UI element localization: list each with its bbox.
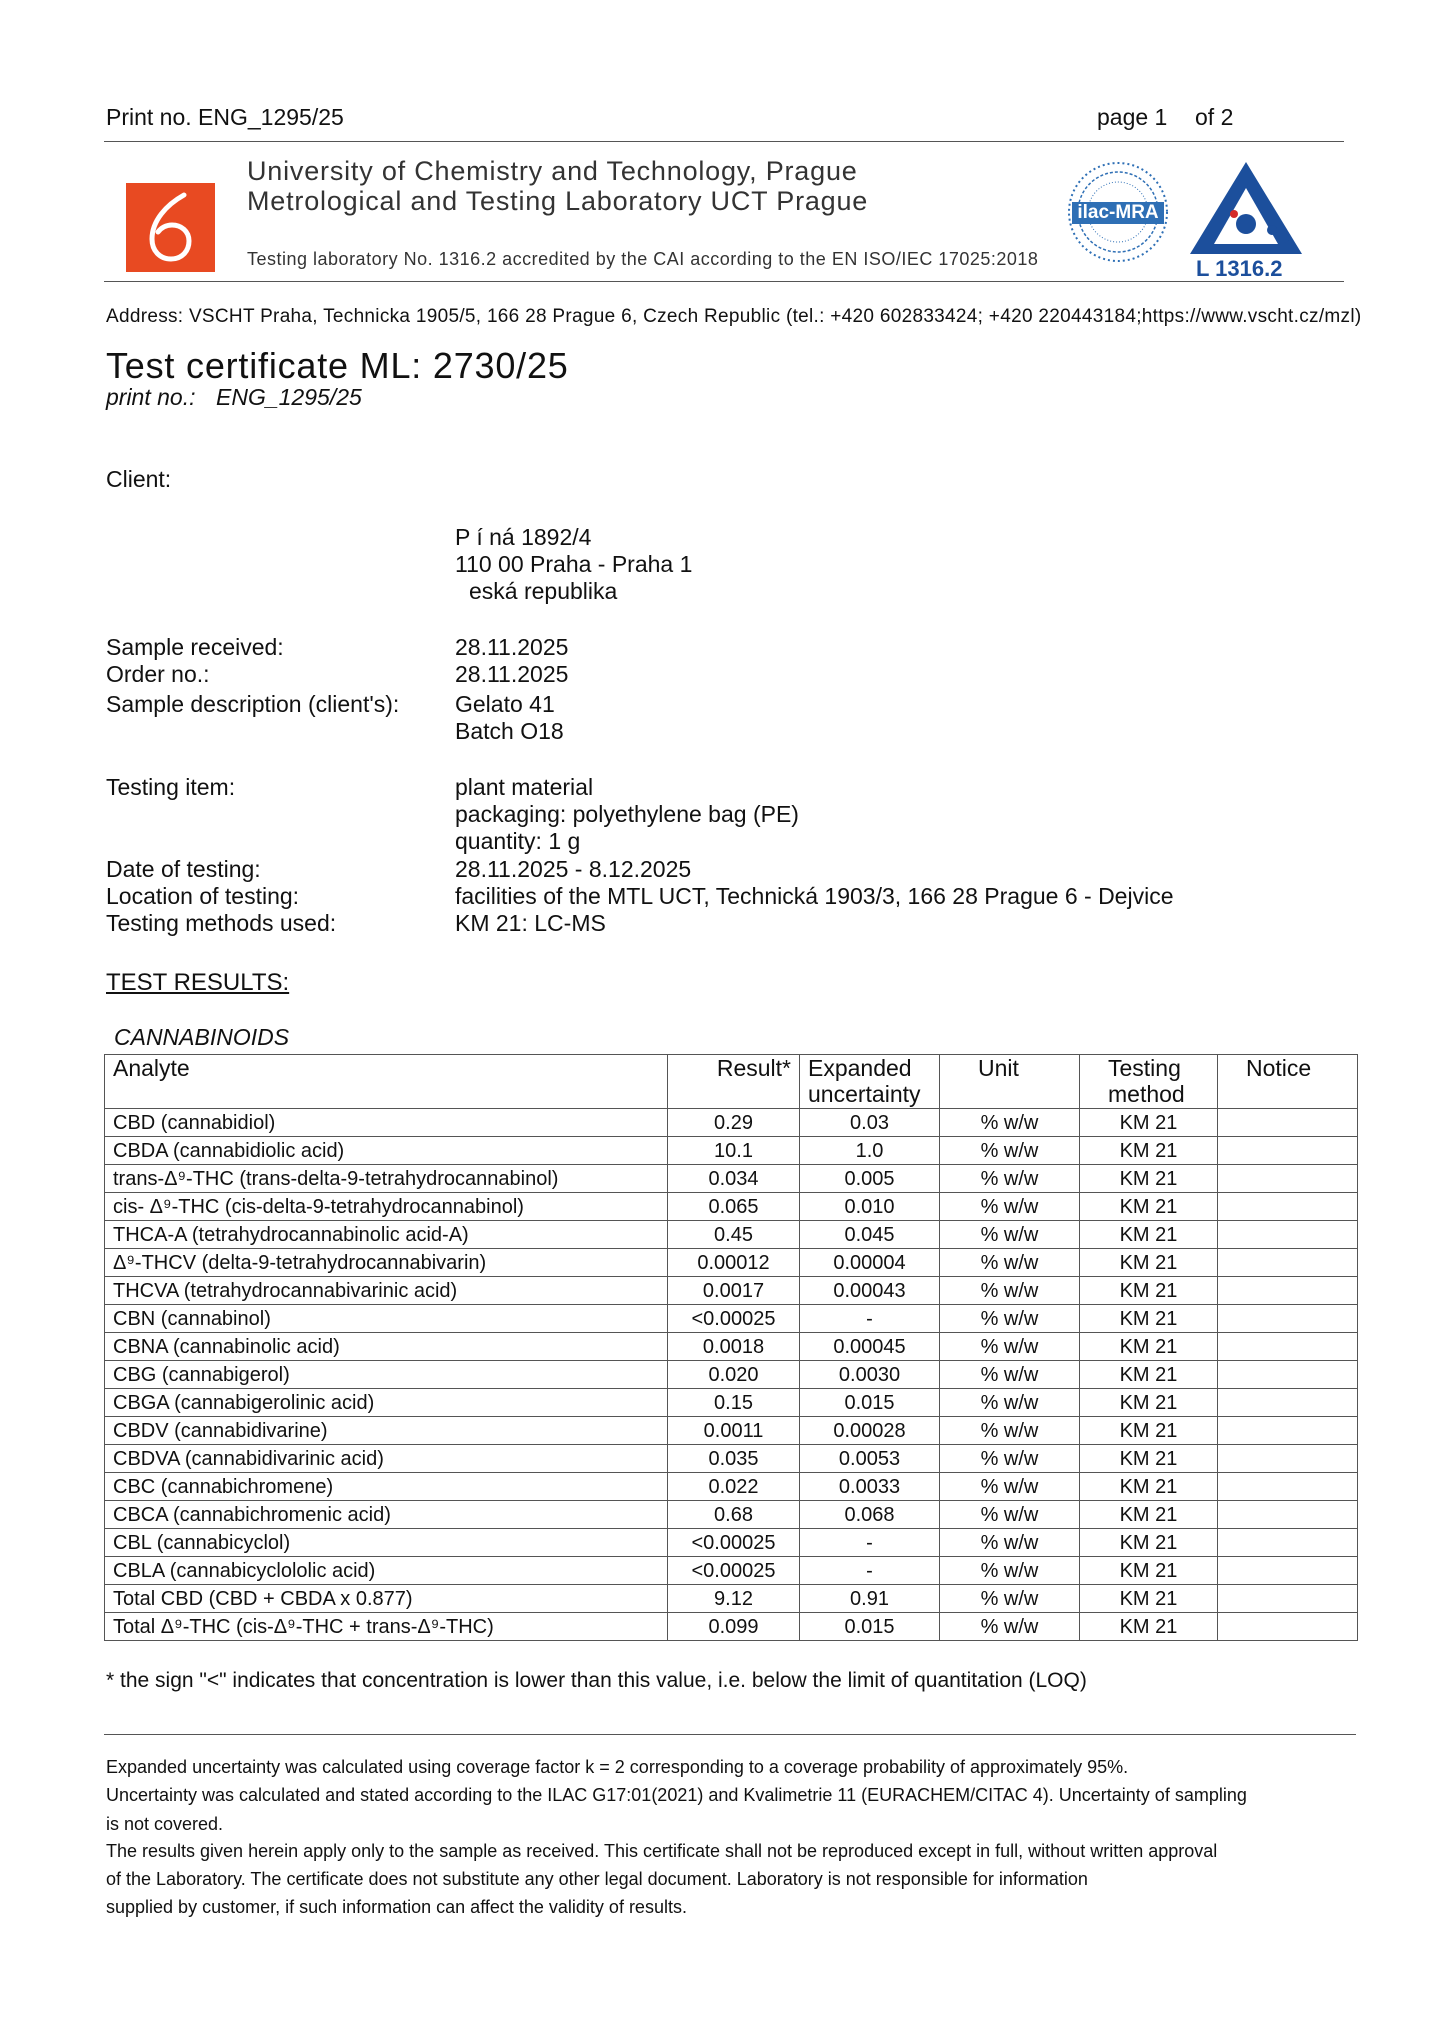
notice-cell [1218,1193,1358,1221]
location-value: facilities of the MTL UCT, Technická 1903/3, 166 28 Prague 6 - Dejvice [455,883,1174,909]
methods-label: Testing methods used: [106,910,337,936]
uncertainty-cell: - [800,1529,940,1557]
analyte-cell: CBD (cannabidiol) [105,1109,668,1137]
testing-item-label: Testing item: [106,774,236,800]
result-cell: 9.12 [668,1585,800,1613]
footer-line-4: The results given herein apply only to the sample as received. This certificate shall not be reproduced except in full, without written approval [106,1841,1218,1861]
unit-cell: % w/w [940,1137,1080,1165]
notice-cell [1218,1501,1358,1529]
analyte-cell: CBCA (cannabichromenic acid) [105,1501,668,1529]
analyte-cell: CBGA (cannabigerolinic acid) [105,1389,668,1417]
table-row [105,1137,1358,1165]
result-cell: 0.00012 [668,1249,800,1277]
university-name: University of Chemistry and Technology, Prague [247,156,858,186]
print-number: Print no. ENG_1295/25 [106,104,344,130]
result-cell: <0.00025 [668,1557,800,1585]
ilac-mra-text: ilac-MRA [1077,202,1159,223]
notice-cell [1218,1585,1358,1613]
analyte-cell: Total CBD (CBD + CBDA x 0.877) [105,1585,668,1613]
table-row [105,1221,1358,1249]
uncertainty-cell: 1.0 [800,1137,940,1165]
unit-cell: % w/w [940,1165,1080,1193]
method-cell: KM 21 [1080,1417,1218,1445]
unit-cell: % w/w [940,1417,1080,1445]
table-row [105,1165,1358,1193]
results-footnote: * the sign "<" indicates that concentration is lower than this value, i.e. below the limit of quantitation (LOQ) [106,1669,1087,1692]
result-cell: 0.29 [668,1109,800,1137]
result-cell: 0.15 [668,1389,800,1417]
notice-cell [1218,1109,1358,1137]
unit-cell: % w/w [940,1277,1080,1305]
print-no-value: ENG_1295/25 [216,384,362,410]
client-address-3: eská republika [469,578,618,604]
certificate-title: Test certificate ML: 2730/25 [106,345,569,386]
table-row [105,1417,1358,1445]
client-label: Client: [106,466,172,492]
result-cell: 0.45 [668,1221,800,1249]
table-row [105,1389,1358,1417]
header-divider [104,141,1344,142]
table-row [105,1501,1358,1529]
result-cell: 0.0018 [668,1333,800,1361]
table-row [105,1277,1358,1305]
unit-cell: % w/w [940,1473,1080,1501]
unit-cell: % w/w [940,1445,1080,1473]
sample-description-2: Batch O18 [455,718,564,744]
methods-value: KM 21: LC-MS [455,910,606,936]
uncertainty-cell: 0.0030 [800,1361,940,1389]
col-unit: Unit [940,1055,1080,1109]
date-label: Date of testing: [106,856,261,882]
notice-cell [1218,1277,1358,1305]
footer-line-5: of the Laboratory. The certificate does not substitute any other legal document. Laboratory is not responsible for information [106,1869,1088,1889]
result-cell: 0.020 [668,1361,800,1389]
table-row [105,1585,1358,1613]
footer-divider [104,1734,1356,1735]
analyte-cell: Δ⁹-THCV (delta-9-tetrahydrocannabivarin) [105,1249,668,1277]
unit-cell: % w/w [940,1501,1080,1529]
table-row [105,1333,1358,1361]
unit-cell: % w/w [940,1557,1080,1585]
table-row [105,1249,1358,1277]
unit-cell: % w/w [940,1529,1080,1557]
analyte-cell: CBLA (cannabicyclololic acid) [105,1557,668,1585]
results-heading: TEST RESULTS: [106,969,290,996]
notice-cell [1218,1557,1358,1585]
notice-cell [1218,1389,1358,1417]
unit-cell: % w/w [940,1361,1080,1389]
analyte-cell: CBG (cannabigerol) [105,1361,668,1389]
sample-description-1: Gelato 41 [455,691,555,717]
method-cell: KM 21 [1080,1585,1218,1613]
method-cell: KM 21 [1080,1529,1218,1557]
result-cell: 0.099 [668,1613,800,1641]
notice-cell [1218,1417,1358,1445]
method-cell: KM 21 [1080,1221,1218,1249]
footer-line-6: supplied by customer, if such information can affect the validity of results. [106,1897,687,1917]
uncertainty-cell: 0.03 [800,1109,940,1137]
analyte-cell: CBNA (cannabinolic acid) [105,1333,668,1361]
analyte-cell: cis- Δ⁹-THC (cis-delta-9-tetrahydrocannabinol) [105,1193,668,1221]
accreditation-text: Testing laboratory No. 1316.2 accredited by the CAI according to the EN ISO/IEC 17025:2018 [247,249,1039,269]
ilac-mra-logo [1066,160,1170,264]
uncertainty-cell: - [800,1305,940,1333]
notice-cell [1218,1305,1358,1333]
client-address-2: 110 00 Praha - Praha 1 [455,551,693,577]
cai-accreditation-logo [1186,158,1306,280]
table-row [105,1529,1358,1557]
notice-cell [1218,1137,1358,1165]
uncertainty-cell: 0.00004 [800,1249,940,1277]
unit-cell: % w/w [940,1389,1080,1417]
notice-cell [1218,1529,1358,1557]
col-notice: Notice [1218,1055,1358,1109]
table-row [105,1557,1358,1585]
result-cell: 0.034 [668,1165,800,1193]
uncertainty-cell: 0.91 [800,1585,940,1613]
results-header-row [105,1055,1358,1109]
notice-cell [1218,1473,1358,1501]
method-cell: KM 21 [1080,1193,1218,1221]
method-cell: KM 21 [1080,1501,1218,1529]
analyte-cell: trans-Δ⁹-THC (trans-delta-9-tetrahydrocannabinol) [105,1165,668,1193]
analyte-cell: CBDVA (cannabidivarinic acid) [105,1445,668,1473]
unit-cell: % w/w [940,1585,1080,1613]
result-cell: 0.68 [668,1501,800,1529]
table-row [105,1445,1358,1473]
laboratory-name: Metrological and Testing Laboratory UCT Prague [247,186,869,216]
col-analyte: Analyte [105,1055,668,1109]
result-cell: 0.065 [668,1193,800,1221]
col-result: Result* [668,1055,800,1109]
method-cell: KM 21 [1080,1109,1218,1137]
cai-code: L 1316.2 [1196,256,1283,281]
uct-logo [126,183,215,272]
analyte-cell: CBDA (cannabidiolic acid) [105,1137,668,1165]
notice-cell [1218,1333,1358,1361]
analyte-cell: CBN (cannabinol) [105,1305,668,1333]
uncertainty-cell: 0.00045 [800,1333,940,1361]
method-cell: KM 21 [1080,1165,1218,1193]
uncertainty-cell: 0.015 [800,1389,940,1417]
table-row [105,1473,1358,1501]
result-cell: 0.022 [668,1473,800,1501]
notice-cell [1218,1361,1358,1389]
table-row [105,1361,1358,1389]
notice-cell [1218,1165,1358,1193]
col-uncertainty: Expanded uncertainty [800,1055,940,1109]
uncertainty-cell: 0.00028 [800,1417,940,1445]
method-cell: KM 21 [1080,1613,1218,1641]
analyte-cell: CBDV (cannabidivarine) [105,1417,668,1445]
unit-cell: % w/w [940,1109,1080,1137]
unit-cell: % w/w [940,1613,1080,1641]
testing-item-1: plant material [455,774,594,800]
analyte-cell: CBL (cannabicyclol) [105,1529,668,1557]
uncertainty-cell: 0.00043 [800,1277,940,1305]
analyte-cell: Total Δ⁹-THC (cis-Δ⁹-THC + trans-Δ⁹-THC) [105,1613,668,1641]
results-group: CANNABINOIDS [114,1024,290,1050]
results-table [104,1054,1358,1641]
header-bottom-divider [104,281,1344,282]
method-cell: KM 21 [1080,1473,1218,1501]
sample-received-value: 28.11.2025 [455,634,569,660]
date-value: 28.11.2025 - 8.12.2025 [455,856,692,882]
uncertainty-cell: 0.045 [800,1221,940,1249]
notice-cell [1218,1613,1358,1641]
uncertainty-cell: 0.005 [800,1165,940,1193]
result-cell: 0.035 [668,1445,800,1473]
unit-cell: % w/w [940,1221,1080,1249]
uncertainty-cell: - [800,1557,940,1585]
footer-line-2: Uncertainty was calculated and stated according to the ILAC G17:01(2021) and Kvalimetrie 11 (EURACHEM/CITAC 4). Uncertainty of sampling [106,1785,1247,1805]
result-cell: <0.00025 [668,1305,800,1333]
uncertainty-cell: 0.068 [800,1501,940,1529]
page-total: of 2 [1195,104,1234,130]
notice-cell [1218,1221,1358,1249]
method-cell: KM 21 [1080,1361,1218,1389]
method-cell: KM 21 [1080,1557,1218,1585]
table-row [105,1109,1358,1137]
method-cell: KM 21 [1080,1277,1218,1305]
analyte-cell: THCA-A (tetrahydrocannabinolic acid-A) [105,1221,668,1249]
notice-cell [1218,1249,1358,1277]
client-address-1: P í ná 1892/4 [455,524,592,550]
method-cell: KM 21 [1080,1445,1218,1473]
print-no-label: print no.: [106,384,196,410]
notice-cell [1218,1445,1358,1473]
method-cell: KM 21 [1080,1305,1218,1333]
order-no-label: Order no.: [106,661,210,687]
address-line: Address: VSCHT Praha, Technicka 1905/5, 166 28 Prague 6, Czech Republic (tel.: +420 602833424; +420 220443184;https://www.vscht.cz/mzl) [106,306,1362,327]
result-cell: <0.00025 [668,1529,800,1557]
table-row [105,1305,1358,1333]
sample-received-label: Sample received: [106,634,284,660]
col-method: Testing method [1080,1055,1218,1109]
footer-line-3: is not covered. [106,1814,224,1834]
method-cell: KM 21 [1080,1137,1218,1165]
table-row [105,1613,1358,1641]
testing-item-2: packaging: polyethylene bag (PE) [455,801,799,827]
table-row [105,1193,1358,1221]
unit-cell: % w/w [940,1305,1080,1333]
uncertainty-cell: 0.010 [800,1193,940,1221]
testing-item-3: quantity: 1 g [455,828,581,854]
unit-cell: % w/w [940,1249,1080,1277]
unit-cell: % w/w [940,1193,1080,1221]
method-cell: KM 21 [1080,1249,1218,1277]
footer-line-1: Expanded uncertainty was calculated using coverage factor k = 2 corresponding to a coverage probability of approximately 95%. [106,1757,1129,1777]
sample-description-label: Sample description (client's): [106,691,400,717]
unit-cell: % w/w [940,1333,1080,1361]
uncertainty-cell: 0.0033 [800,1473,940,1501]
uncertainty-cell: 0.015 [800,1613,940,1641]
analyte-cell: THCVA (tetrahydrocannabivarinic acid) [105,1277,668,1305]
page-number: page 1 [1097,104,1168,130]
result-cell: 10.1 [668,1137,800,1165]
analyte-cell: CBC (cannabichromene) [105,1473,668,1501]
uncertainty-cell: 0.0053 [800,1445,940,1473]
method-cell: KM 21 [1080,1389,1218,1417]
method-cell: KM 21 [1080,1333,1218,1361]
location-label: Location of testing: [106,883,300,909]
result-cell: 0.0017 [668,1277,800,1305]
order-no-value: 28.11.2025 [455,661,569,687]
result-cell: 0.0011 [668,1417,800,1445]
